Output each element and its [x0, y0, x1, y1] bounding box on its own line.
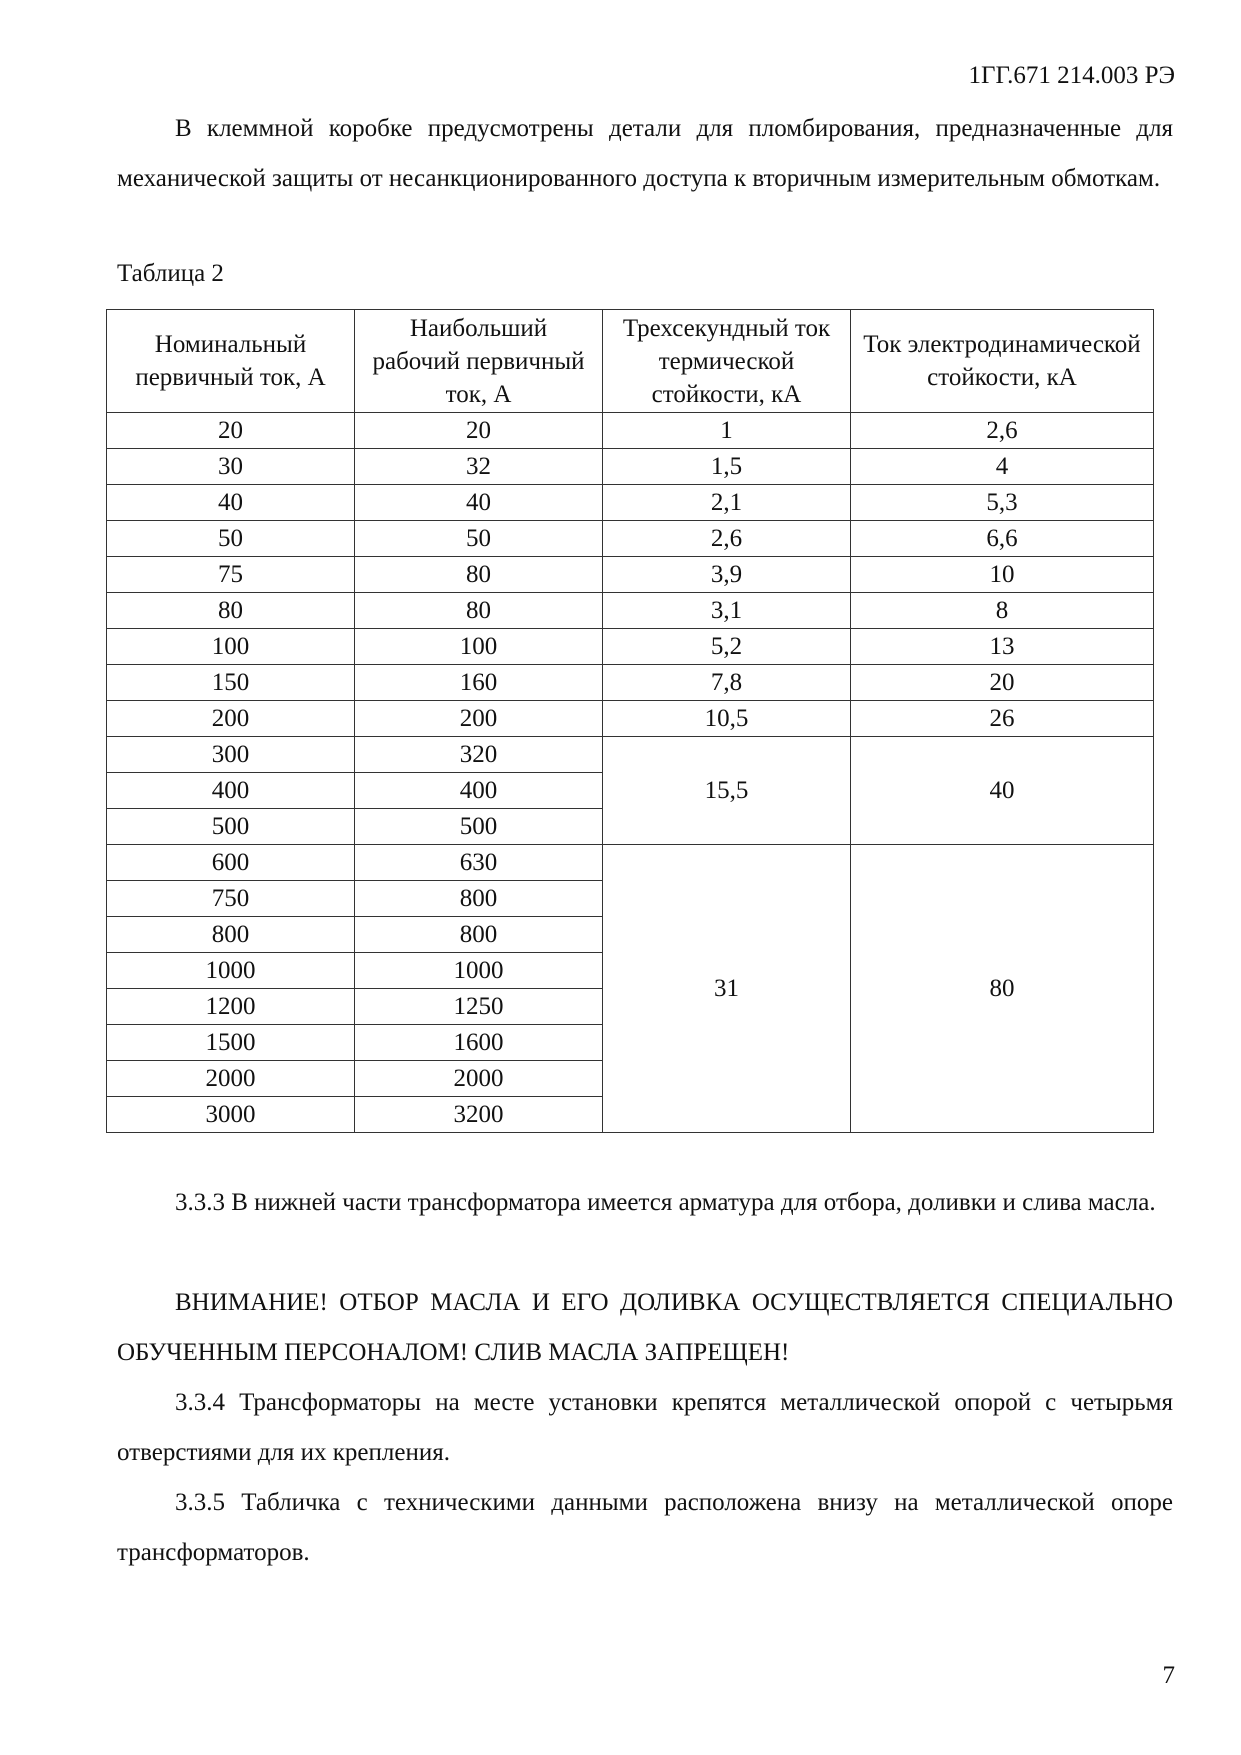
cell: 800 — [355, 917, 603, 953]
cell: 1500 — [107, 1025, 355, 1061]
table-row — [107, 413, 1154, 449]
cell: 750 — [107, 881, 355, 917]
cell: 3200 — [355, 1097, 603, 1133]
merged-cell-thermal: 15,5 — [603, 737, 851, 845]
table-header-row — [107, 310, 1154, 413]
merged-cell-dynamic: 40 — [851, 737, 1154, 845]
table-row — [107, 665, 1154, 701]
table-row — [107, 557, 1154, 593]
header-dynamic-current: Ток электродинамической стойкости, кА — [851, 310, 1154, 413]
table-row — [107, 593, 1154, 629]
cell: 26 — [851, 701, 1154, 737]
cell: 40 — [355, 485, 603, 521]
cell: 2000 — [107, 1061, 355, 1097]
cell: 600 — [107, 845, 355, 881]
cell: 500 — [355, 809, 603, 845]
cell: 8 — [851, 593, 1154, 629]
cell: 40 — [107, 485, 355, 521]
table-row — [107, 845, 1154, 881]
cell: 1200 — [107, 989, 355, 1025]
warning-text: ВНИМАНИЕ! ОТБОР МАСЛА И ЕГО ДОЛИВКА ОСУЩЕСТВЛЯЕТСЯ СПЕЦИАЛЬНО ОБУЧЕННЫМ ПЕРСОНАЛОМ! СЛИВ МАСЛА ЗАПРЕЩЕН! — [117, 1289, 1173, 1366]
cell: 32 — [355, 449, 603, 485]
cell: 1,5 — [603, 449, 851, 485]
table-row — [107, 485, 1154, 521]
cell: 30 — [107, 449, 355, 485]
cell: 80 — [355, 557, 603, 593]
cell: 1 — [603, 413, 851, 449]
table-row — [107, 629, 1154, 665]
cell: 50 — [355, 521, 603, 557]
merged-cell-dynamic: 80 — [851, 845, 1154, 1133]
table-row — [107, 521, 1154, 557]
paragraph-text: 3.3.4 Трансформаторы на месте установки крепятся металлической опорой с четырьмя отверстиями для их крепления. — [117, 1389, 1173, 1466]
cell: 10 — [851, 557, 1154, 593]
cell: 3000 — [107, 1097, 355, 1133]
paragraph-intro — [117, 104, 1173, 204]
cell: 20 — [355, 413, 603, 449]
cell: 3,9 — [603, 557, 851, 593]
cell: 200 — [355, 701, 603, 737]
cell: 300 — [107, 737, 355, 773]
cell: 50 — [107, 521, 355, 557]
cell: 400 — [107, 773, 355, 809]
header-thermal-current: Трехсекундный ток термической стойкости, кА — [603, 310, 851, 413]
header-max-working-current: Наибольший рабочий первичный ток, А — [355, 310, 603, 413]
cell: 2000 — [355, 1061, 603, 1097]
paragraph-text: В клеммной коробке предусмотрены детали для пломбирования, предназначенные для механической защиты от несанкционированного доступа к вторичным измерительным обмоткам. — [117, 115, 1173, 192]
cell: 5,2 — [603, 629, 851, 665]
paragraph-3-3-3 — [117, 1178, 1173, 1228]
cell: 200 — [107, 701, 355, 737]
cell: 20 — [107, 413, 355, 449]
cell: 150 — [107, 665, 355, 701]
cell: 1600 — [355, 1025, 603, 1061]
cell: 75 — [107, 557, 355, 593]
cell: 400 — [355, 773, 603, 809]
cell: 320 — [355, 737, 603, 773]
cell: 800 — [107, 917, 355, 953]
paragraph-warning — [117, 1278, 1173, 1378]
cell: 800 — [355, 881, 603, 917]
cell: 6,6 — [851, 521, 1154, 557]
cell: 2,6 — [603, 521, 851, 557]
paragraph-text: 3.3.3 В нижней части трансформатора имеется арматура для отбора, доливки и слива масла. — [175, 1189, 1156, 1216]
cell: 3,1 — [603, 593, 851, 629]
paragraph-3-3-4 — [117, 1378, 1173, 1478]
table-row — [107, 737, 1154, 773]
cell: 1250 — [355, 989, 603, 1025]
page-number: 7 — [1162, 1662, 1175, 1689]
cell: 1000 — [107, 953, 355, 989]
cell: 100 — [355, 629, 603, 665]
cell: 13 — [851, 629, 1154, 665]
table-row — [107, 449, 1154, 485]
cell: 5,3 — [851, 485, 1154, 521]
cell: 4 — [851, 449, 1154, 485]
paragraph-text: 3.3.5 Табличка с техническими данными расположена внизу на металлической опоре трансформаторов. — [117, 1489, 1173, 1566]
cell: 20 — [851, 665, 1154, 701]
table-caption: Таблица 2 — [117, 260, 224, 287]
cell: 2,1 — [603, 485, 851, 521]
cell: 7,8 — [603, 665, 851, 701]
cell: 80 — [355, 593, 603, 629]
cell: 500 — [107, 809, 355, 845]
paragraph-3-3-5 — [117, 1478, 1173, 1578]
cell: 630 — [355, 845, 603, 881]
merged-cell-thermal: 31 — [603, 845, 851, 1133]
table-row — [107, 701, 1154, 737]
document-code: 1ГГ.671 214.003 РЭ — [968, 62, 1175, 89]
cell: 160 — [355, 665, 603, 701]
cell: 1000 — [355, 953, 603, 989]
header-nominal-current: Номинальный первичный ток, А — [107, 310, 355, 413]
cell: 80 — [107, 593, 355, 629]
cell: 2,6 — [851, 413, 1154, 449]
spec-table — [106, 309, 1154, 1133]
cell: 100 — [107, 629, 355, 665]
cell: 10,5 — [603, 701, 851, 737]
